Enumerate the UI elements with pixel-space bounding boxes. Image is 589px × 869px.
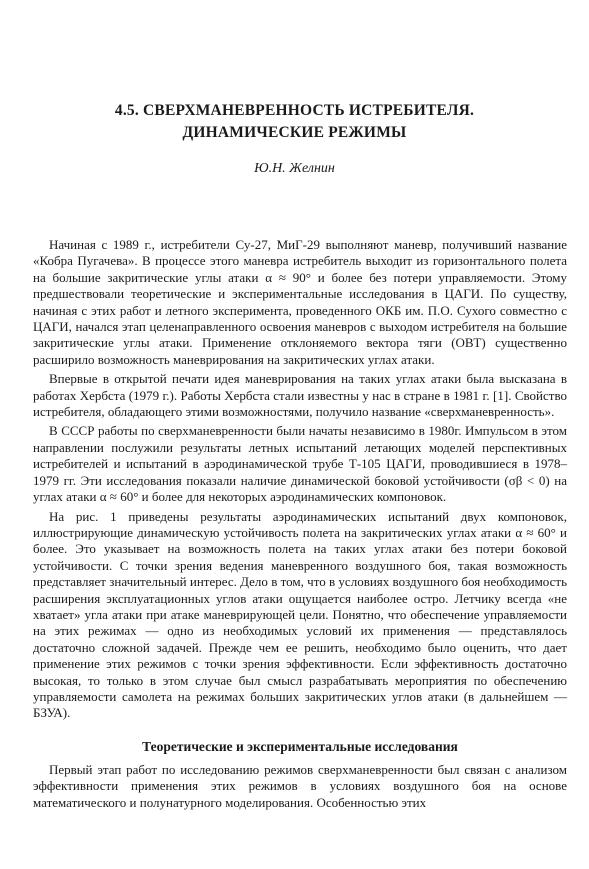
body-text bbox=[33, 237, 567, 814]
chapter-title bbox=[0, 100, 589, 144]
paragraph-5: Первый этап работ по исследованию режимов сверхманевренности был связан с анализом эффективности применения этих режимов в условиях воздушного боя на основе математического и полунатурного моделирования. Особенностью этих bbox=[33, 761, 567, 810]
paragraph-2: Впервые в открытой печати идея маневрирования на таких углах атаки была высказана в работах Хербста (1979 г.). Работы Хербста стали известны у нас в стране в 1981 г. [1]. Свойство истребителя, обладающего этими возможностями, получило название «сверхманевренность». bbox=[33, 371, 567, 420]
paragraph-3: В СССР работы по сверхманевренности были начаты независимо в 1980г. Импульсом в этом направлении послужили результаты летных испытаний летающих моделей перспективных истребителей и испытаний в аэродинамической трубе Т-105 ЦАГИ, проводившиеся в 1978–1979 гг. Эти исследования показали наличие динамической боковой устойчивости (σβ < 0) на углах атаки α ≈ 60° и более для некоторых аэродинамических компоновок. bbox=[33, 423, 567, 505]
section-heading: Теоретические и экспериментальные исследования bbox=[142, 738, 458, 754]
paragraph-1: Начиная с 1989 г., истребители Су-27, МиГ-29 выполняют маневр, получивший название «Кобра Пугачева». В процессе этого маневра истребитель выходит из горизонтального полета на большие закритические углы атаки α ≈ 90° и более без потери управляемости. Этому предшествовали теоретические и экспериментальные исследования в ЦАГИ. По существу, начиная с этих работ и летного эксперимента, проведенного ОКБ им. П.О. Сухого совместно с ЦАГИ, начался этап целенаправленного освоения маневров с выходом истребителя на большие закритические углы атаки. Применение отклоняемого вектора тяги (ОВТ) существенно расширило возможность маневрирования на закритических углах атаки. bbox=[33, 237, 567, 367]
author-name: Ю.Н. Желнин bbox=[254, 161, 335, 176]
chapter-title-line-2: ДИНАМИЧЕСКИЕ РЕЖИМЫ bbox=[182, 124, 407, 141]
chapter-title-line-1: 4.5. СВЕРХМАНЕВРЕННОСТЬ ИСТРЕБИТЕЛЯ. bbox=[114, 102, 475, 119]
paragraph-4: На рис. 1 приведены результаты аэродинамических испытаний двух компоновок, иллюстрирующие динамическую устойчивость полета на закритических углах атаки α ≈ 60° и более. Это указывает на возможность полета на таких углах атаки без потери боковой устойчивости. С точки зрения ведения маневренного воздушного боя, такая возможность представляет значительный интерес. Дело в том, что в условиях воздушного боя необходимость расширения эксплуатационных углов атаки ощущается наиболее остро. Летчику всегда «не хватает» угла атаки при атаке маневрирующей цели. Понятно, что обеспечение управляемости на этих режимах — одно из необходимых условий их применения — представлялось достаточно сложной задачей. Прежде чем ее решить, необходимо было оценить, что дает применение этих режимов с точки зрения эффективности. Если эффективность достаточно высокая, то только в этом случае был смысл разрабатывать мероприятия по обеспечению управляемости самолета на режимах больших закритических углов атаки (в дальнейшем — БЗУА). bbox=[33, 508, 567, 721]
